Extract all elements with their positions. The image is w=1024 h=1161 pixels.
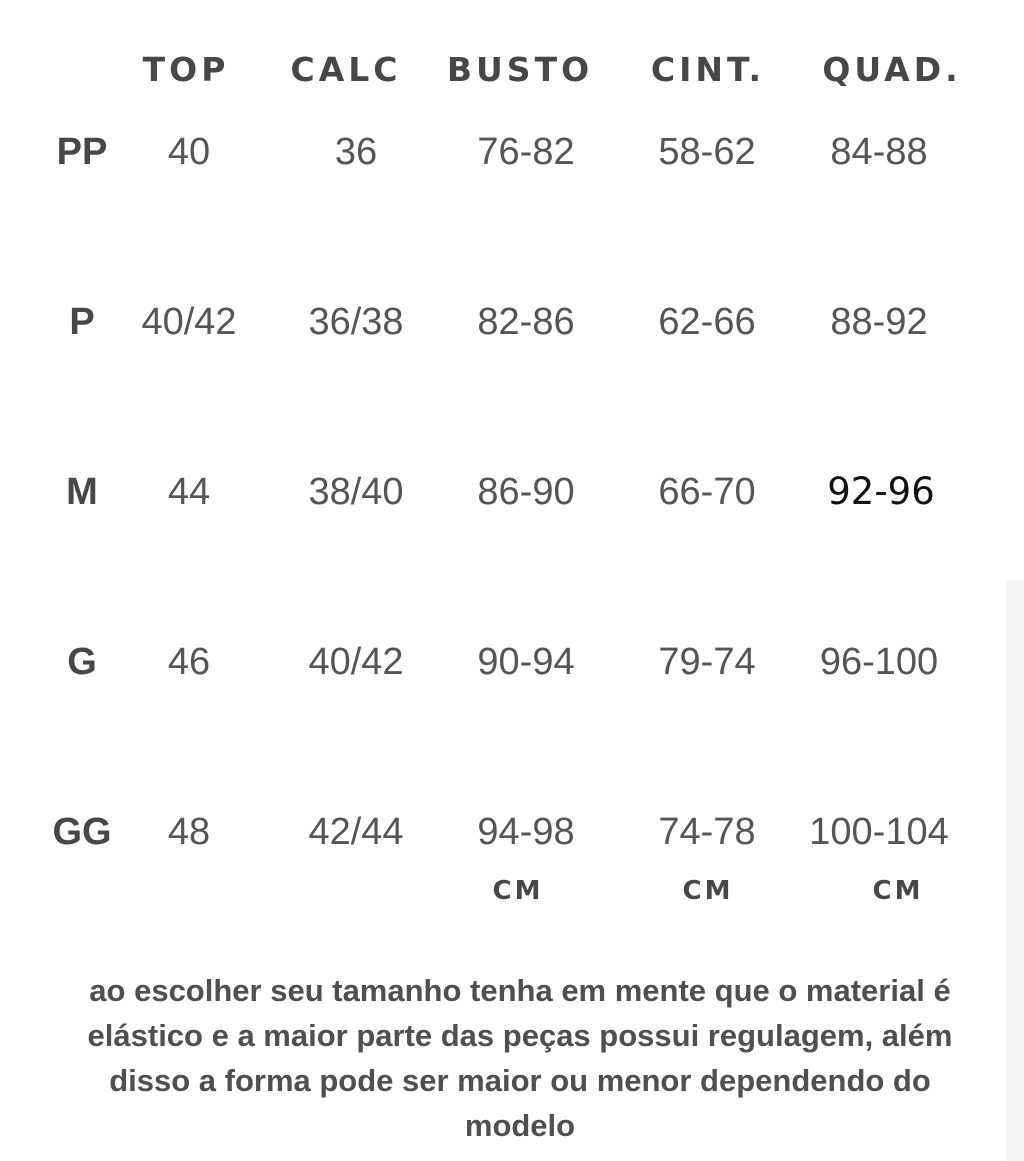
cint-value: 66-70: [658, 471, 756, 513]
calc-value: 36: [334, 131, 378, 173]
top-value: 40/42: [141, 301, 237, 343]
quad-value: 88-92: [830, 301, 928, 343]
quad-unit: CM: [872, 876, 924, 906]
calc-value: 40/42: [308, 641, 404, 683]
edge-shade: [1006, 580, 1024, 1161]
header-cint: CINT.: [650, 50, 766, 89]
busto-value: 90-94: [477, 641, 575, 683]
cint-value: 62-66: [658, 301, 756, 343]
busto-value: 86-90: [477, 471, 575, 513]
quad-value: 100-104: [809, 811, 949, 853]
sizing-note: ao escolher seu tamanho tenha em mente que o material é elástico e a maior parte das peças possui regulagem, além disso a forma pode ser maior ou menor dependendo do modelo: [87, 973, 953, 1143]
size-label: PP: [56, 131, 108, 173]
busto-value: 76-82: [477, 131, 575, 173]
header-calc: CALC: [290, 50, 402, 89]
calc-value: 38/40: [308, 471, 404, 513]
quad-value: 96-100: [819, 641, 939, 683]
top-value: 48: [167, 811, 211, 853]
cint-value: 74-78: [658, 811, 756, 853]
busto-value: 94-98: [477, 811, 575, 853]
calc-value: 36/38: [308, 301, 404, 343]
size-label: G: [67, 641, 97, 683]
top-value: 46: [167, 641, 211, 683]
calc-value: 42/44: [308, 811, 404, 853]
header-top: TOP: [142, 50, 230, 89]
quad-value: 92-96: [827, 470, 935, 513]
cint-unit: CM: [682, 876, 734, 906]
cint-value: 79-74: [658, 641, 756, 683]
cint-value: 58-62: [658, 131, 756, 173]
size-label: P: [69, 301, 95, 343]
quad-value: 84-88: [830, 131, 928, 173]
size-label: M: [66, 471, 98, 513]
header-busto: BUSTO: [446, 50, 594, 89]
busto-unit: CM: [492, 876, 544, 906]
top-value: 40: [167, 131, 211, 173]
size-label: GG: [52, 811, 112, 853]
header-quad: QUAD.: [822, 50, 962, 89]
top-value: 44: [167, 471, 211, 513]
busto-value: 82-86: [477, 301, 575, 343]
